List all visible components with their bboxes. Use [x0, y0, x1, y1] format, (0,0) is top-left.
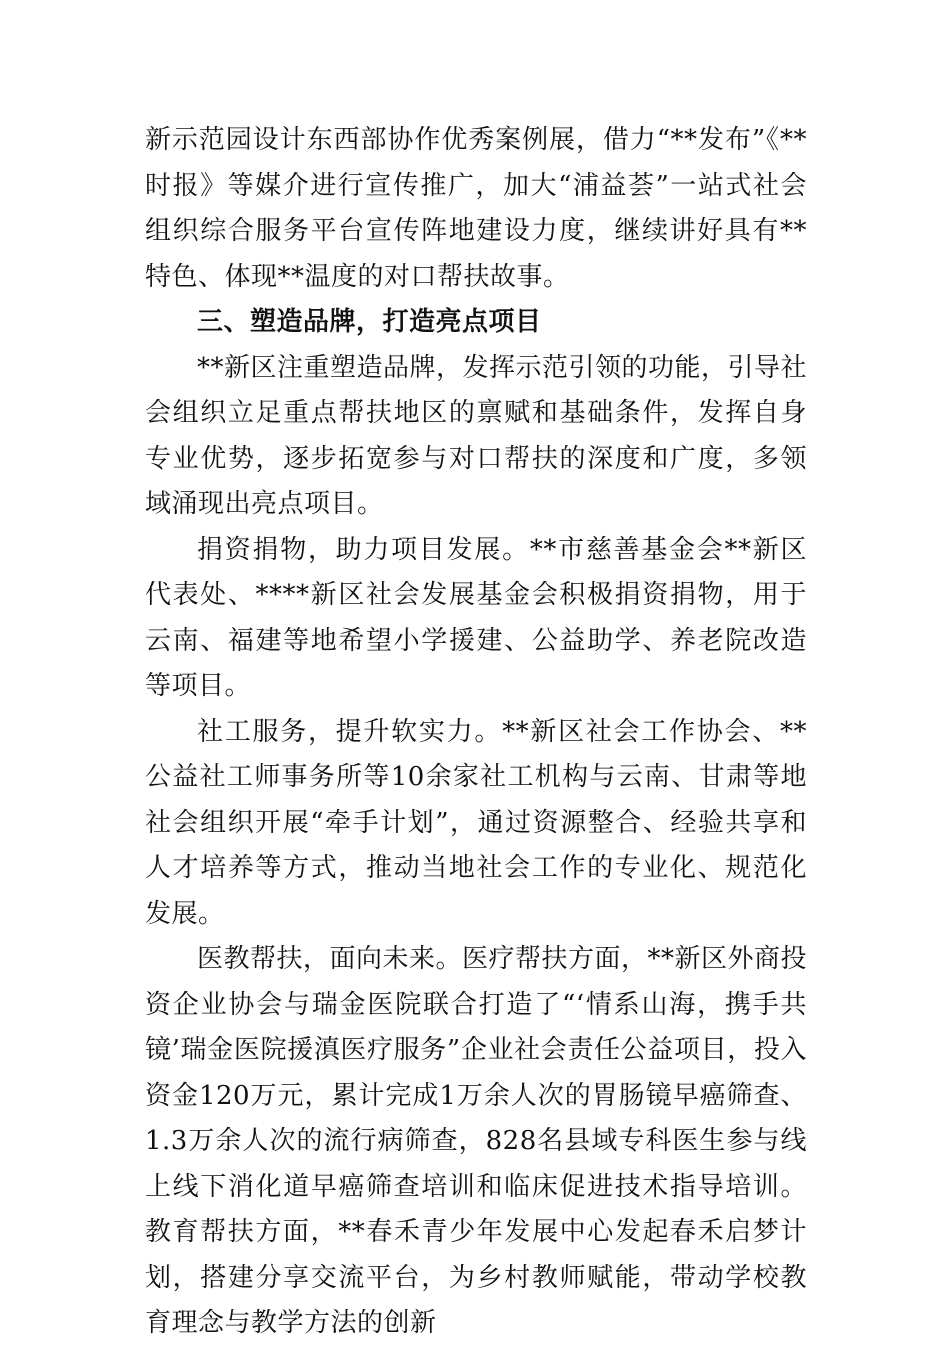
paragraph-donation: 捐资捐物，助力项目发展。**市慈善基金会**新区代表处、****新区社会发展基金会积极捐资捐物，用于云南、福建等地希望小学援建、公益助学、养老院改造等项目。: [145, 534, 807, 701]
section-heading: 三、塑造品牌，打造亮点项目: [197, 307, 542, 337]
paragraph-medical-education: 医教帮扶，面向未来。医疗帮扶方面，**新区外商投资企业协会与瑞金医院联合打造了“‘情系山海，携手共镜’瑞金医院援滇医疗服务”企业社会责任公益项目，投入资金120万元，累计完成1万余人次的胃肠镜早癌筛查、1.3万余人次的流行病筛查，828名县域专科医生参与线上线下消化道早癌筛查培训和临床促进技术指导培训。教育帮扶方面，**春禾青少年发展中心发起春禾启梦计划，搭建分享交流平台，为乡村教师赋能，带动学校教育理念与教学方法的创新: [145, 944, 808, 1338]
document-body: [145, 118, 807, 1347]
paragraph-intro: **新区注重塑造品牌，发挥示范引领的功能，引导社会组织立足重点帮扶地区的禀赋和基础条件，发挥自身专业优势，逐步拓宽参与对口帮扶的深度和广度，多领域涌现出亮点项目。: [145, 352, 808, 519]
paragraph-social-work: 社工服务，提升软实力。**新区社会工作协会、**公益社工师事务所等10余家社工机构与云南、甘肃等地社会组织开展“牵手计划”，通过资源整合、经验共享和人才培养等方式，推动当地社会工作的专业化、规范化发展。: [145, 716, 807, 929]
paragraph-continued: 新示范园设计东西部协作优秀案例展，借力“**发布”《**时报》等媒介进行宣传推广，加大“浦益荟”一站式社会组织综合服务平台宣传阵地建设力度，继续讲好具有**特色、体现**温度的对口帮扶故事。: [145, 125, 807, 292]
